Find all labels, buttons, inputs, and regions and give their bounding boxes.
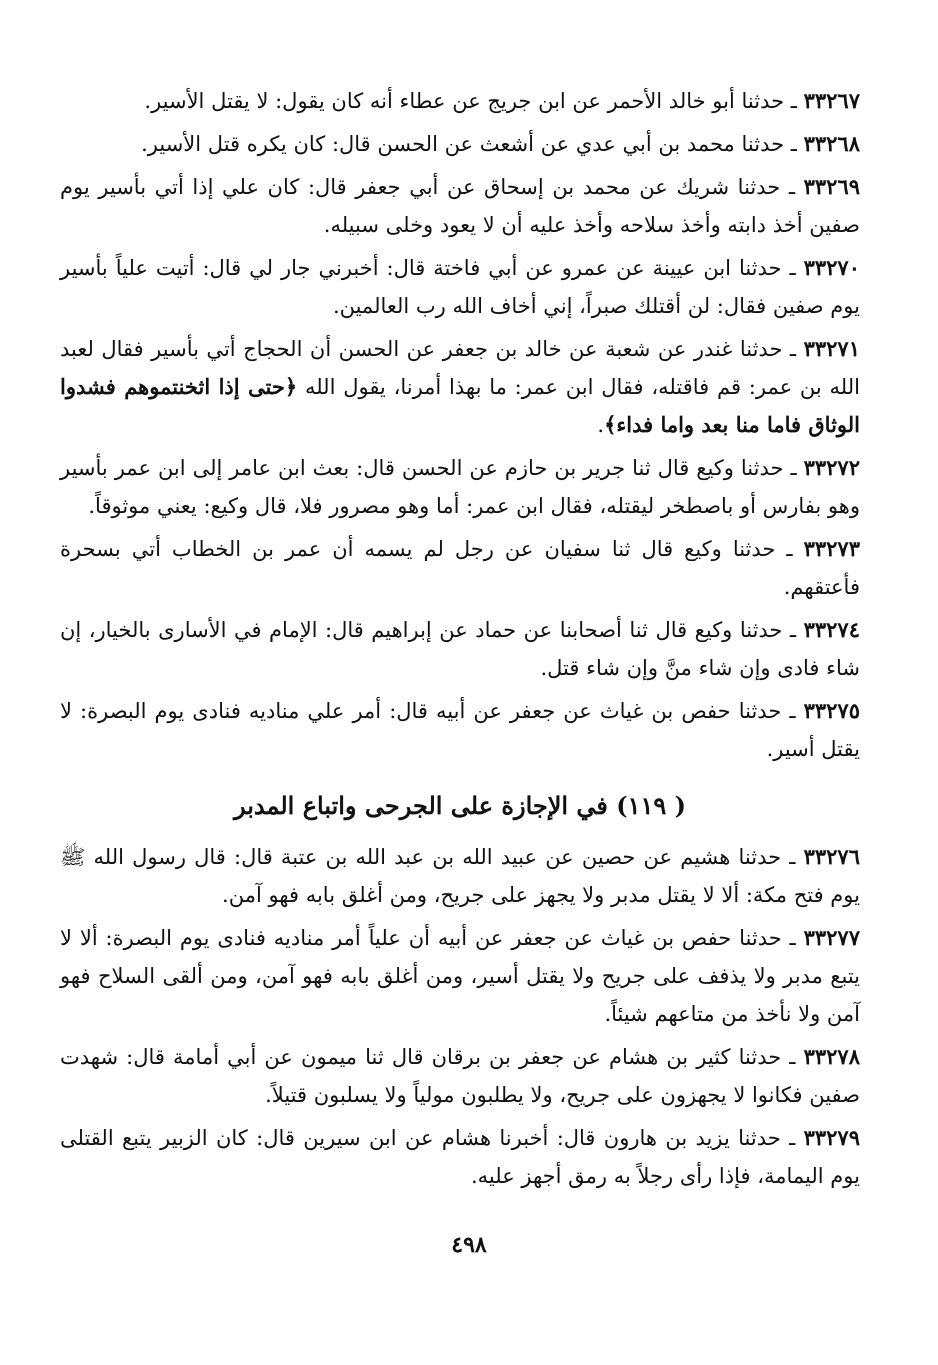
hadith-33276 xyxy=(60,838,860,914)
hadith-33277 xyxy=(60,919,860,1033)
hadith-text: ـ حدثنا وكيع قال ثنا أصحابنا عن حماد عن إبراهيم قال: الإمام في الأسارى بالخيار، إن شاء فادى وإن شاء منَّ وإن شاء قتل. xyxy=(60,618,860,680)
hadith-text: ـ حدثنا كثير بن هشام عن جعفر بن برقان قال ثنا ميمون عن أبي أمامة قال: شهدت صفين فكانوا لا يجهزون على جريح، ولا يطلبون مولياً ولا يسلبون قتيلاً. xyxy=(60,1045,860,1107)
hadith-number: ٣٣٢٧٥ xyxy=(803,698,860,723)
hadith-number: ٣٣٢٧٠ xyxy=(803,255,860,280)
hadith-text: ـ حدثنا يزيد بن هارون قال: أخبرنا هشام عن ابن سيرين قال: كان الزبير يتبع القتلى يوم اليمامة، فإذا رأى رجلاً به رمق أجهز عليه. xyxy=(60,1126,860,1188)
hadith-text: ـ حدثنا وكيع قال ثنا سفيان عن رجل لم يسمه أن عمر بن الخطاب أتي بسحرة فأعتقهم. xyxy=(60,537,860,599)
hadith-text: ـ حدثنا شريك عن محمد بن إسحاق عن أبي جعفر قال: كان علي إذا أتي بأسير يوم صفين أخذ دابته وأخذ سلاحه وأخذ عليه أن لا يعود وخلى سبيله. xyxy=(60,175,860,237)
hadith-text: ـ حدثنا ابن عيينة عن عمرو عن أبي فاختة قال: أخبرني جار لي قال: أتيت علياً بأسير يوم صفين فقال: لن أقتلك صبراً، إني أخاف الله رب العالمين. xyxy=(60,256,860,318)
hadith-number: ٣٣٢٧٨ xyxy=(803,1044,860,1069)
page-body xyxy=(60,82,860,1200)
hadith-number: ٣٣٢٧١ xyxy=(803,336,860,361)
hadith-text: ـ حدثنا هشيم عن حصين عن عبيد الله بن عبد الله بن عتبة قال: قال رسول الله ﷺ يوم فتح مكة: ألا لا يقتل مدبر ولا يجهز على جريح، ومن أغلق بابه فهو آمن. xyxy=(60,845,860,907)
page-number: ٤٩٨ xyxy=(451,1232,487,1258)
hadith-text: ـ حدثنا غندر عن شعبة عن خالد بن جعفر عن الحسن أن الحجاج أتي بأسير فقال لعبد الله بن عمر: قم فاقتله، فقال ابن عمر: ما بهذا أمرنا، يقول الله xyxy=(60,337,860,399)
hadith-text: ـ حدثنا أبو خالد الأحمر عن ابن جريج عن عطاء أنه كان يقول: لا يقتل الأسير. xyxy=(144,89,797,113)
hadith-33271 xyxy=(60,330,860,444)
hadith-number: ٣٣٢٧٩ xyxy=(803,1125,860,1150)
hadith-number: ٣٣٢٧٤ xyxy=(803,617,860,642)
hadith-text: ـ حدثنا وكيع قال ثنا جرير بن حازم عن الحسن قال: بعث ابن عامر إلى ابن عمر بأسير وهو بفارس أو باصطخر ليقتله، فقال ابن عمر: أما وهو مصرور فلا، قال وكيع: يعني موثوقاً. xyxy=(60,456,860,518)
hadith-33273 xyxy=(60,530,860,606)
hadith-33274 xyxy=(60,611,860,687)
section-heading: ( ١١٩) في الإجازة على الجرحى واتباع المدبر xyxy=(233,791,687,820)
hadith-number: ٣٣٢٧٦ xyxy=(803,844,860,869)
hadith-number: ٣٣٢٦٨ xyxy=(803,131,860,156)
hadith-33278 xyxy=(60,1038,860,1114)
hadith-number: ٣٣٢٦٩ xyxy=(803,174,861,199)
hadith-33267 xyxy=(60,82,860,120)
hadith-33272 xyxy=(60,449,860,525)
hadith-number: ٣٣٢٧٣ xyxy=(803,536,860,561)
hadith-text: ـ حدثنا حفص بن غياث عن جعفر عن أبيه قال: أمر علي مناديه فنادى يوم البصرة: لا يقتل أسير. xyxy=(60,699,860,761)
hadith-33269 xyxy=(60,168,860,244)
hadith-33275 xyxy=(60,692,860,768)
hadith-text-end: . xyxy=(597,413,605,437)
hadith-number: ٣٣٢٧٢ xyxy=(803,455,860,480)
hadith-number: ٣٣٢٧٧ xyxy=(803,925,860,950)
hadith-text: ـ حدثنا محمد بن أبي عدي عن أشعث عن الحسن قال: كان يكره قتل الأسير. xyxy=(141,132,797,156)
hadith-33279 xyxy=(60,1119,860,1195)
quran-quote: ﴿حتى إذا اثخنتموهم فشدوا الوثاق فاما منا بعد واما فداء﴾ xyxy=(60,374,860,437)
hadith-33268 xyxy=(60,125,860,163)
hadith-text: ـ حدثنا حفص بن غياث عن جعفر عن أبيه أن علياً أمر مناديه فنادى يوم البصرة: ألا لا يتبع مدبر ولا يذفف على جريح ولا يقتل أسير، ومن أغلق بابه فهو آمن، ومن ألقى السلاح فهو آمن ولا نأخذ من متاعهم شيئاً. xyxy=(60,926,860,1026)
hadith-33270 xyxy=(60,249,860,325)
hadith-number: ٣٣٢٦٧ xyxy=(803,88,860,113)
